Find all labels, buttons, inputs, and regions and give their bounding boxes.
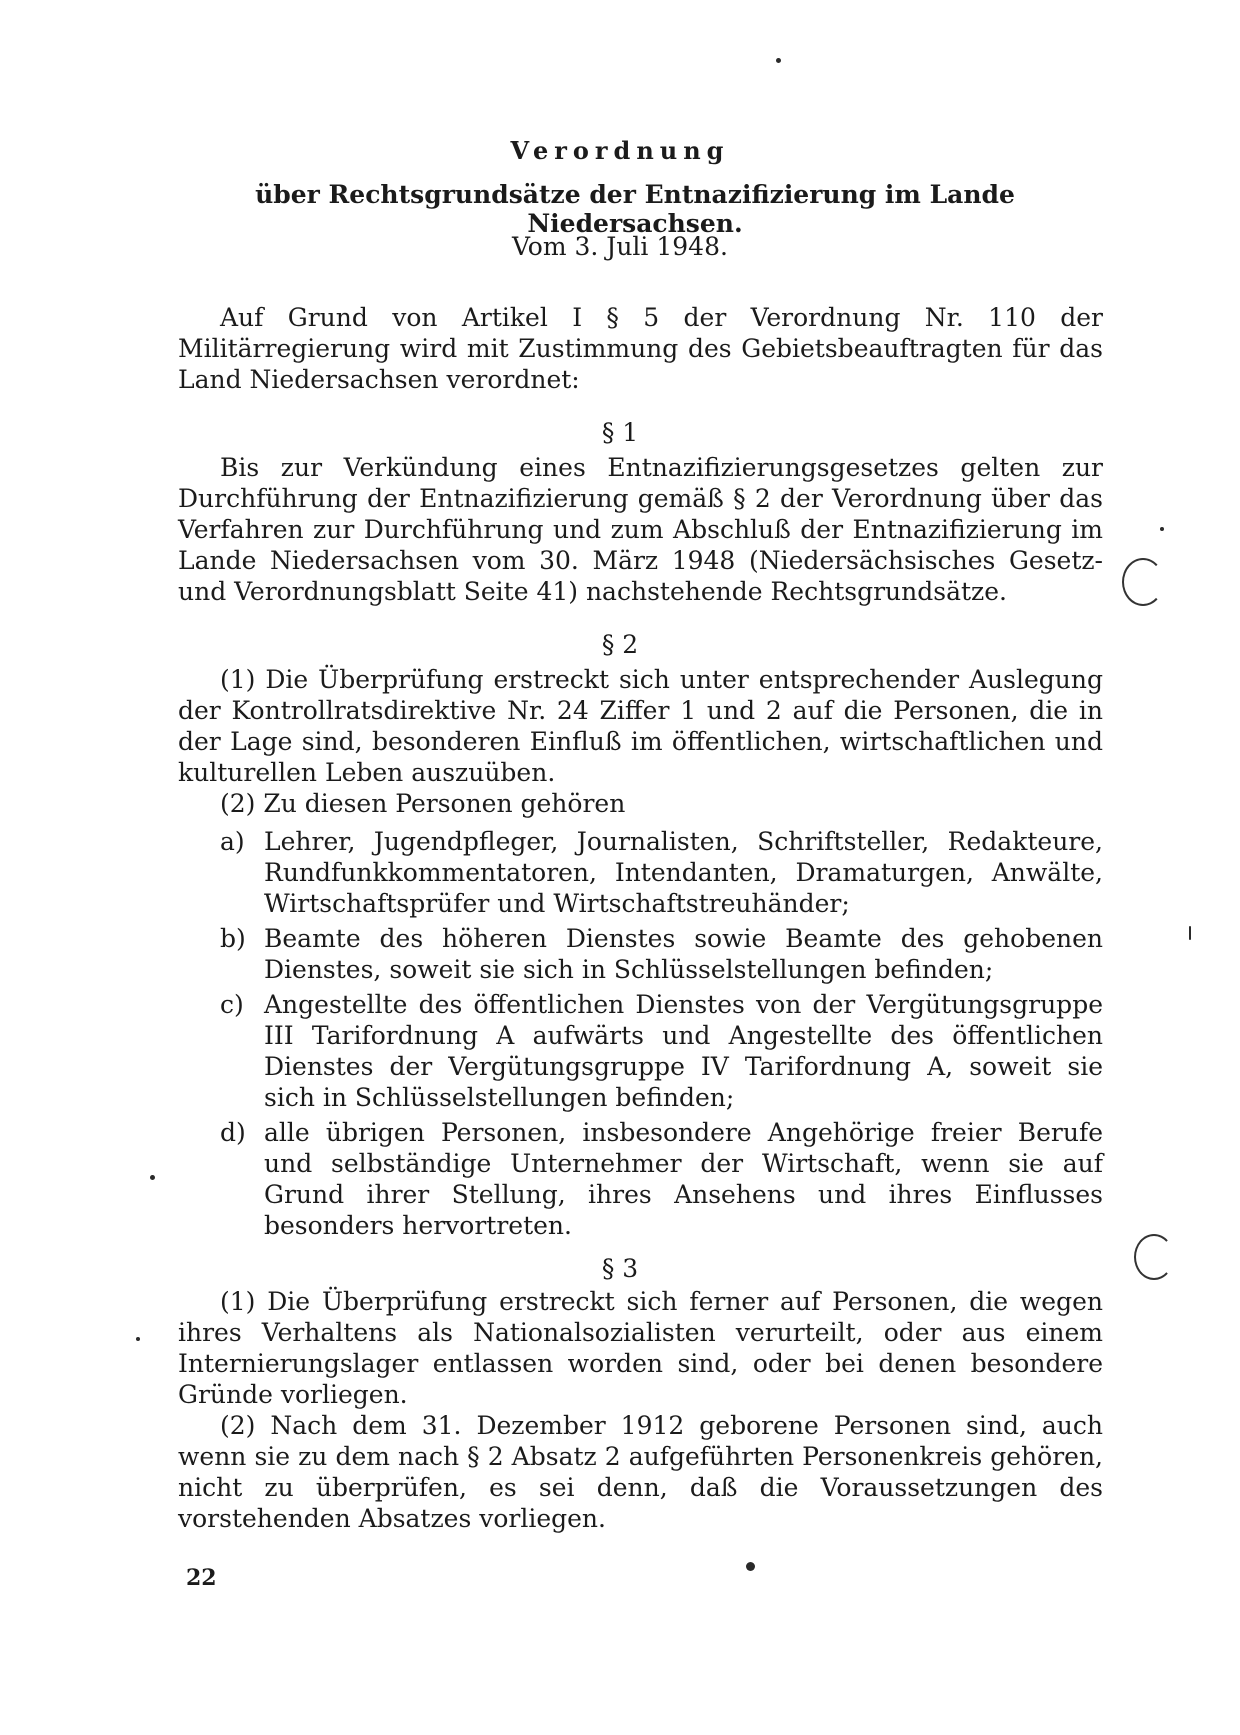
list-item-text: Lehrer, Jugendpfleger, Journalisten, Schriftsteller, Redakteure, Rundfunkkommentatoren, Intendanten, Dramaturgen, Anwälte, Wirtschaftsprüfer und Wirtschaftstreuhänder; bbox=[264, 827, 1103, 918]
scan-speck bbox=[1160, 527, 1164, 531]
list-item-b bbox=[220, 923, 1103, 985]
section-2-paragraph-1: (1) Die Überprüfung erstreckt sich unter entsprechender Auslegung der Kontrollratsdirektive Nr. 24 Ziffer 1 und 2 auf die Personen, die in der Lage sind, besonderen Einfluß im öffentlichen, wirtschaftlichen und kulturellen Leben auszuüben. bbox=[178, 665, 1103, 787]
list-item-letter: a) bbox=[220, 827, 245, 856]
section-3-paragraph-1: (1) Die Überprüfung erstreckt sich ferner auf Personen, die wegen ihres Verhaltens als Nationalsozialisten verurteilt, oder aus einem Internierungslager entlassen worden sind, oder bei denen besondere Gründe vorliegen. bbox=[178, 1287, 1103, 1409]
section-2-paragraph-2: (2) Zu diesen Personen gehören bbox=[220, 789, 626, 818]
scan-speck bbox=[136, 1337, 140, 1341]
scan-speck bbox=[776, 58, 781, 63]
section-2-body bbox=[178, 664, 1103, 819]
decree-subtitle: über Rechtsgrundsätze der Entnazifizierung im Lande Niedersachsen. bbox=[255, 180, 1015, 238]
decree-title: Verordnung bbox=[510, 136, 730, 165]
scan-speck bbox=[1189, 926, 1191, 940]
preamble-text: Auf Grund von Artikel I § 5 der Verordnung Nr. 110 der Militärregierung wird mit Zustimmung des Gebietsbeauftragten für das Land Niedersachsen verordnet: bbox=[178, 303, 1103, 394]
section-1-paragraph-1: Bis zur Verkündung eines Entnazifizierungsgesetzes gelten zur Durchführung der Entnazifizierung gemäß § 2 der Verordnung über das Verfahren zur Durchführung und zum Abschluß der Entnazifizierung im Lande Niedersachsen vom 30. März 1948 (Niedersächsisches Gesetz- und Verordnungsblatt Seite 41) nachstehende Rechtsgrundsätze. bbox=[178, 453, 1103, 606]
section-3-body bbox=[178, 1286, 1103, 1534]
section-1-heading: § 1 bbox=[601, 418, 639, 447]
list-item-d bbox=[220, 1117, 1103, 1241]
page-number: 22 bbox=[186, 1565, 217, 1591]
scan-speck bbox=[150, 1175, 155, 1180]
scan-speck bbox=[746, 1562, 755, 1571]
list-item-letter: d) bbox=[220, 1118, 246, 1147]
section-3-paragraph-2: (2) Nach dem 31. Dezember 1912 geborene Personen sind, auch wenn sie zu dem nach § 2 Absatz 2 aufgeführten Personenkreis gehören, nicht zu überprüfen, es sei denn, daß die Voraussetzungen des vorstehenden Absatzes vorliegen. bbox=[178, 1411, 1103, 1533]
list-item-text: Beamte des höheren Dienstes sowie Beamte des gehobenen Dienstes, soweit sie sich in Schlüsselstellungen befinden; bbox=[264, 924, 1103, 984]
section-1-body bbox=[178, 452, 1103, 607]
list-item-c bbox=[220, 989, 1103, 1113]
scan-hole-mark bbox=[1134, 1234, 1174, 1280]
list-item-text: Angestellte des öffentlichen Dienstes von der Vergütungsgruppe III Tarifordnung A aufwärts und Angestellte des öffentlichen Dienstes der Vergütungsgruppe IV Tarifordnung A, soweit sie sich in Schlüsselstellungen befinden; bbox=[264, 990, 1103, 1112]
list-item-letter: b) bbox=[220, 924, 246, 953]
section-2-heading: § 2 bbox=[601, 630, 639, 659]
decree-date: Vom 3. Juli 1948. bbox=[512, 232, 728, 261]
list-item-text: alle übrigen Personen, insbesondere Angehörige freier Berufe und selbständige Unternehmer der Wirtschaft, wenn sie auf Grund ihrer Stellung, ihres Ansehens und ihres Einflusses besonders hervortreten. bbox=[264, 1118, 1103, 1240]
list-item-letter: c) bbox=[220, 990, 244, 1019]
list-item-a bbox=[220, 826, 1103, 919]
preamble bbox=[178, 302, 1103, 395]
scan-hole-mark bbox=[1122, 558, 1164, 606]
section-2-list bbox=[220, 826, 1103, 1245]
section-3-heading: § 3 bbox=[601, 1254, 639, 1283]
